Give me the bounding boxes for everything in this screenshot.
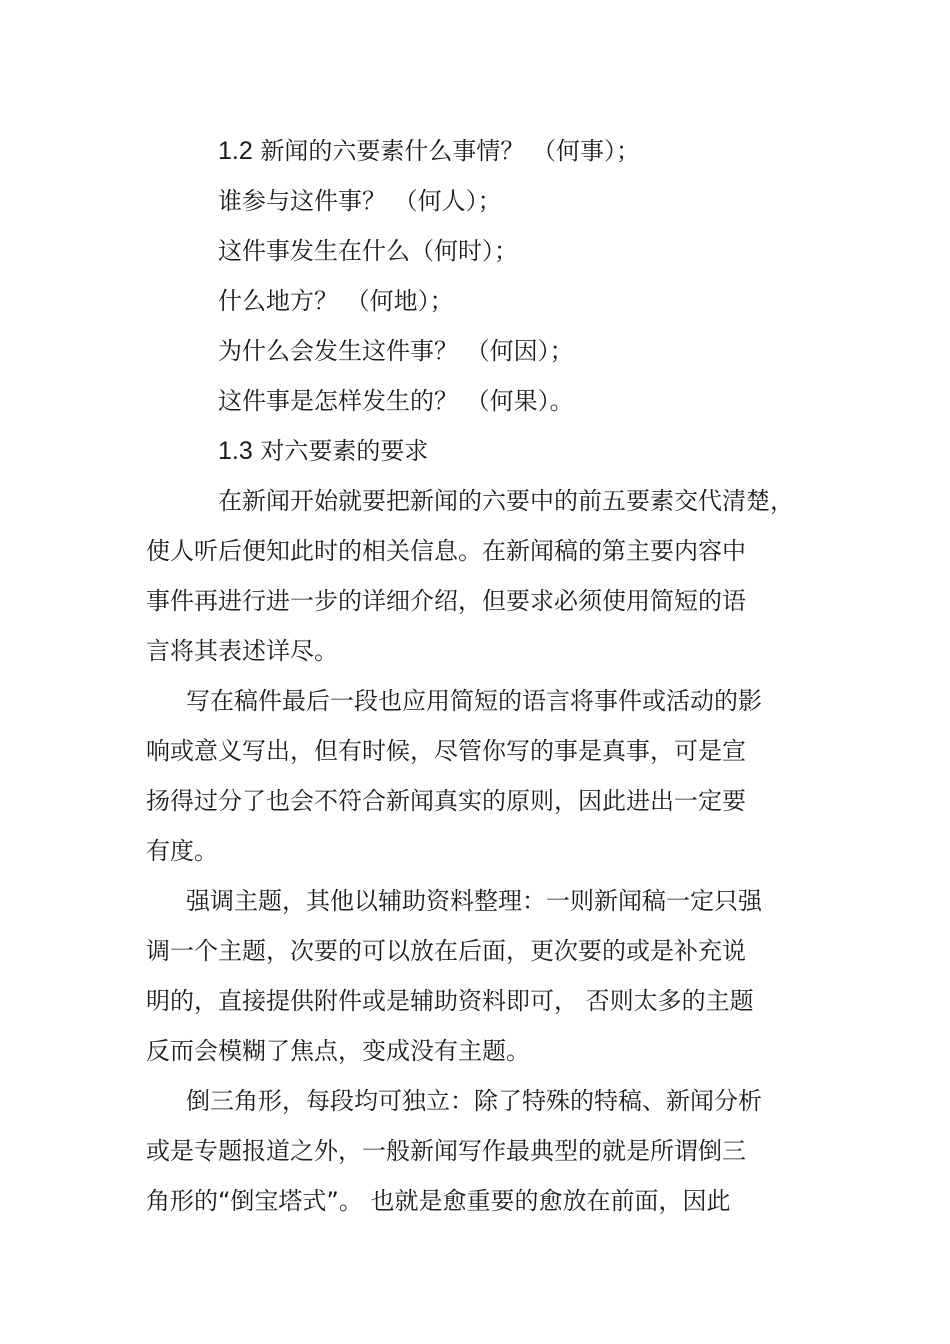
paragraph-2-line-4: 有度。 (146, 837, 218, 865)
paragraph-2-line-3: 扬得过分了也会不符合新闻真实的原则，因此进出一定要 (146, 787, 746, 815)
paragraph-1-line-2: 使人听后便知此时的相关信息。在新闻稿的第主要内容中 (146, 537, 746, 565)
paragraph-1-line-3: 事件再进行进一步的详细介绍，但要求必须使用简短的语 (146, 587, 746, 615)
paragraph-3-line-2: 调一个主题，次要的可以放在后面，更次要的或是补充说 (146, 937, 746, 965)
paragraph-2-line-2: 响或意义写出，但有时候，尽管你写的事是真事，可是宣 (146, 737, 746, 765)
paragraph-2-line-1: 写在稿件最后一段也应用简短的语言将事件或活动的影 (186, 687, 762, 715)
paragraph-4-line-2: 或是专题报道之外，一般新闻写作最典型的就是所谓倒三 (146, 1137, 746, 1165)
paragraph-3-line-4: 反而会模糊了焦点，变成没有主题。 (146, 1037, 530, 1065)
list-item-what (218, 136, 898, 166)
paragraph-4-line-3: 角形的“倒宝塔式”。 也就是愈重要的愈放在前面，因此 (146, 1187, 731, 1215)
paragraph-3-line-1: 强调主题，其他以辅助资料整理：一则新闻稿一定只强 (186, 887, 762, 915)
section-heading-1-3 (218, 436, 898, 466)
list-item-when: 这件事发生在什么（何时）； (218, 237, 518, 265)
list-item-where: 什么地方？ （何地）； (218, 287, 454, 315)
list-item-why: 为什么会发生这件事？ （何因）； (218, 337, 574, 365)
list-item-what-text: 新闻的六要素什么事情？ （何事）； (260, 137, 641, 165)
section-number-1-2: 1.2 (218, 137, 253, 165)
paragraph-3-line-3: 明的，直接提供附件或是辅助资料即可， 否则太多的主题 (146, 987, 754, 1015)
section-heading-1-3-text: 对六要素的要求 (260, 437, 429, 465)
paragraph-4-line-1: 倒三角形，每段均可独立：除了特殊的特稿、新闻分析 (186, 1087, 762, 1115)
paragraph-1-line-1: 在新闻开始就要把新闻的六要中的前五要素交代清楚， (218, 487, 794, 515)
section-number-1-3: 1.3 (218, 437, 253, 465)
paragraph-1-line-4: 言将其表述详尽。 (146, 637, 338, 665)
list-item-how: 这件事是怎样发生的？ （何果）。 (218, 387, 574, 415)
list-item-who: 谁参与这件事？ （何人）； (218, 187, 502, 215)
